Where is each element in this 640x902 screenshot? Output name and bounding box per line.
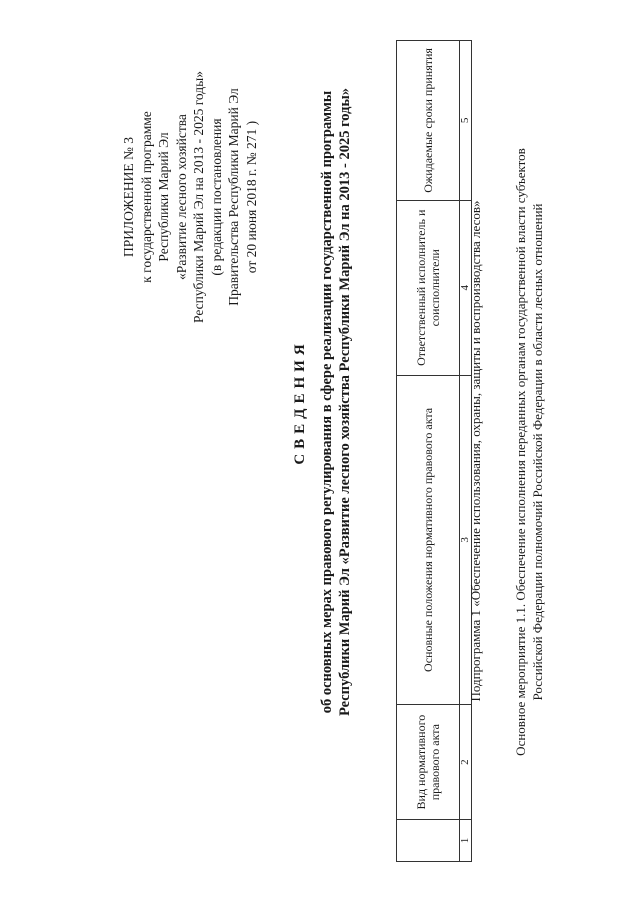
header-cell: Ожидаемые сроки принятия bbox=[397, 41, 460, 201]
appendix-line: (в редакции постановления bbox=[208, 118, 224, 276]
header-cell: Ответственный исполнитель и соисполнители bbox=[397, 200, 460, 375]
appendix-line: Правительства Республики Марий Эл bbox=[226, 88, 241, 306]
document-title: СВЕДЕНИЯ bbox=[292, 339, 308, 465]
measure-line: Основное мероприятие 1.1. Обеспечение исполнения переданных органам государственной власти субъектов bbox=[513, 148, 528, 756]
appendix-number: ПРИЛОЖЕНИЕ № 3 bbox=[121, 136, 136, 258]
main-measure-heading bbox=[512, 62, 546, 842]
column-number: 2 bbox=[460, 705, 472, 820]
appendix-block bbox=[120, 52, 260, 342]
header-cell: Вид нормативного правового акта bbox=[397, 705, 460, 820]
header-cell: Основные положения нормативного правового акта bbox=[397, 375, 460, 705]
appendix-line: Республики Марий Эл bbox=[156, 132, 171, 262]
column-number: 5 bbox=[460, 41, 472, 201]
appendix-line: «Развитие лесного хозяйства bbox=[173, 114, 189, 280]
header-cell bbox=[397, 820, 460, 862]
measure-line: Российской Федерации полномочий Российской Федерации в области лесных отношений bbox=[530, 203, 545, 701]
document-subtitle bbox=[318, 12, 354, 792]
column-number: 3 bbox=[460, 375, 472, 705]
column-number: 1 bbox=[460, 820, 472, 862]
appendix-line: к государственной программе bbox=[138, 111, 154, 283]
column-number: 4 bbox=[460, 200, 472, 375]
subtitle-line: об основных мерах правового регулирования в сфере реализации государственной программы bbox=[319, 90, 335, 714]
appendix-line: Республики Марий Эл на 2013 - 2025 годы» bbox=[191, 71, 206, 323]
table-header-row bbox=[397, 41, 460, 862]
subprogram-heading: Подпрограмма 1 «Обеспечение использования, охраны, защиты и воспроизводства лесов» bbox=[468, 200, 483, 702]
appendix-date-line: от 20 июня 2018 г. № 271 ) bbox=[243, 120, 259, 274]
subtitle-line: Республики Марий Эл «Развитие лесного хозяйства Республики Марий Эл на 2013 - 2025 годы» bbox=[337, 87, 353, 717]
measures-table bbox=[396, 40, 472, 862]
